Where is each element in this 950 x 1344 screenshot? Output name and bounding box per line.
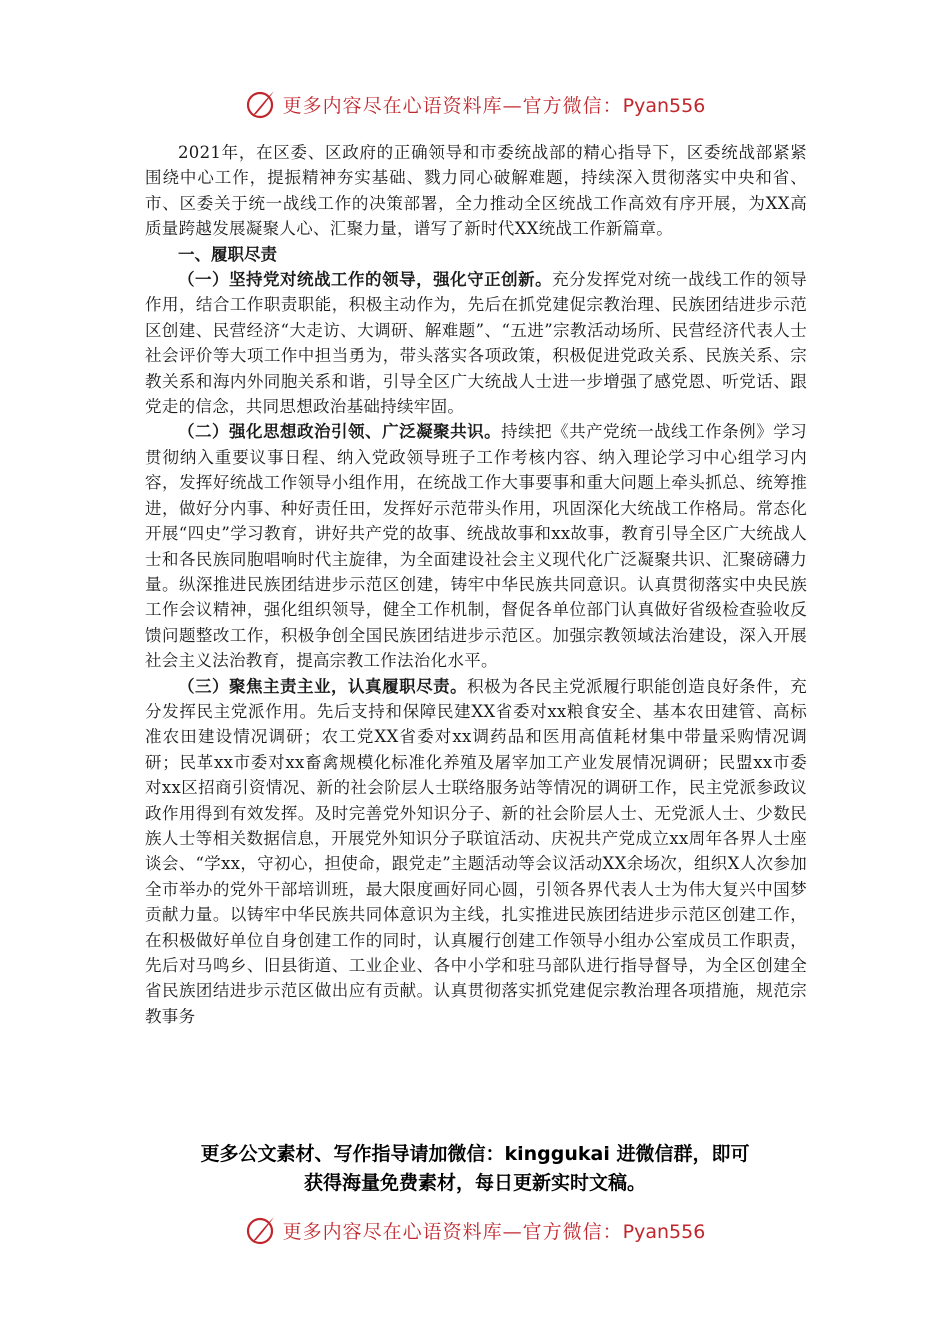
section-heading: 一、履职尽责 [178, 244, 277, 264]
intro-paragraph: 2021年，在区委、区政府的正确领导和市委统战部的精心指导下，区委统战部紧紧围绕中心工作，提振精神夯实基础、戮力同心破解难题，持续深入贯彻落实中央和省、市、区委关于统一战线工作的决策部署，全力推动全区统战工作高效有序开展，为XX高质量跨越发展凝聚人心、汇聚力量，谱写了新时代XX统战工作新篇章。 [145, 143, 807, 239]
watermark-banner-top [0, 84, 950, 124]
item-1-paragraph [145, 267, 807, 419]
promo-line-1: 更多公文素材、写作指导请加微信：kinggukai 进微信群，即可 [200, 1143, 750, 1165]
watermark-handle: Pyan556 [622, 94, 706, 117]
item-2-title: （二）强化思想政治引领、广泛凝聚共识。 [178, 422, 502, 442]
watermark-handle: Pyan556 [622, 1220, 706, 1243]
item-1-title: （一）坚持党对统战工作的领导，强化守正创新。 [178, 270, 553, 290]
item-3-paragraph [145, 674, 807, 1030]
document-body [145, 140, 807, 1029]
item-1-body: 充分发挥党对统一战线工作的领导作用，结合工作职责职能，积极主动作为，先后在抓党建促宗教治理、民族团结进步示范区创建、民营经济“大走访、大调研、解难题”、“五进”宗教活动场所、民营经济代表人士社会评价等大项工作中担当勇为，带头落实各项政策，积极促进党政关系、民族关系、宗教关系和海内外同胞关系和谐，引导全区广大统战人士进一步增强了感党恩、听党话、跟党走的信念，共同思想政治基础持续牢固。 [145, 270, 807, 417]
watermark-banner-bottom [0, 1210, 950, 1250]
quill-logo-icon [245, 88, 277, 120]
item-2-paragraph [145, 419, 807, 673]
watermark-text: 更多内容尽在心语资料库—官方微信：Pyan556 [282, 1220, 706, 1243]
item-2-body: 持续把《共产党统一战线工作条例》学习贯彻纳入重要议事日程、纳入党政领导班子工作考核内容、纳入理论学习中心组学习内容，发挥好统战工作领导小组作用，在统战工作大事要事和重大问题上牵头抓总、统筹推进，做好分内事、种好责任田，发挥好示范带头作用，巩固深化大统战工作格局。常态化开展“四史”学习教育，讲好共产党的故事、统战故事和xx故事，教育引导全区广大统战人士和各民族同胞唱响时代主旋律，为全面建设社会主义现代化广泛凝聚共识、汇聚磅礴力量。纵深推进民族团结进步示范区创建，铸牢中华民族共同意识。认真贯彻落实中央民族工作会议精神，强化组织领导，健全工作机制，督促各单位部门认真做好省级检查验收反馈问题整改工作，积极争创全国民族团结进步示范区。加强宗教领域法治建设，深入开展社会主义法治教育，提高宗教工作法治化水平。 [145, 422, 807, 671]
promo-notice [0, 1140, 950, 1198]
item-3-title: （三）聚焦主责主业，认真履职尽责。 [178, 676, 468, 696]
item-3-body: 积极为各民主党派履行职能创造良好条件，充分发挥民主党派作用。先后支持和保障民建XX省委对xx粮食安全、基本农田建管、高标准农田建设情况调研；农工党XX省委对xx调药品和医用高值耗材集中带量采购情况调研；民革xx市委对xx畜禽规模化标准化养殖及屠宰加工产业发展情况调研；民盟xx市委对xx区招商引资情况、新的社会阶层人士联络服务站等情况的调研工作，民主党派参政议政作用得到有效发挥。及时完善党外知识分子、新的社会阶层人士、无党派人士、少数民族人士等相关数据信息，开展党外知识分子联谊活动、庆祝共产党成立xx周年各界人士座谈会、“学xx，守初心，担使命，跟党走”主题活动等会议活动XX余场次，组织X人次参加全市举办的党外干部培训班，最大限度画好同心圆，引领各界代表人士为伟大复兴中国梦贡献力量。以铸牢中华民族共同体意识为主线，扎实推进民族团结进步示范区创建工作，在积极做好单位自身创建工作的同时，认真履行创建工作领导小组办公室成员工作职责，先后对马鸣乡、旧县街道、工业企业、各中小学和驻马部队进行指导督导，为全区创建全省民族团结进步示范区做出应有贡献。认真贯彻落实抓党建促宗教治理各项措施，规范宗教事务 [145, 676, 807, 1026]
promo-line-2: 获得海量免费素材，每日更新实时文稿。 [303, 1172, 646, 1194]
watermark-text: 更多内容尽在心语资料库—官方微信：Pyan556 [282, 94, 706, 117]
quill-logo-icon [245, 1214, 277, 1246]
